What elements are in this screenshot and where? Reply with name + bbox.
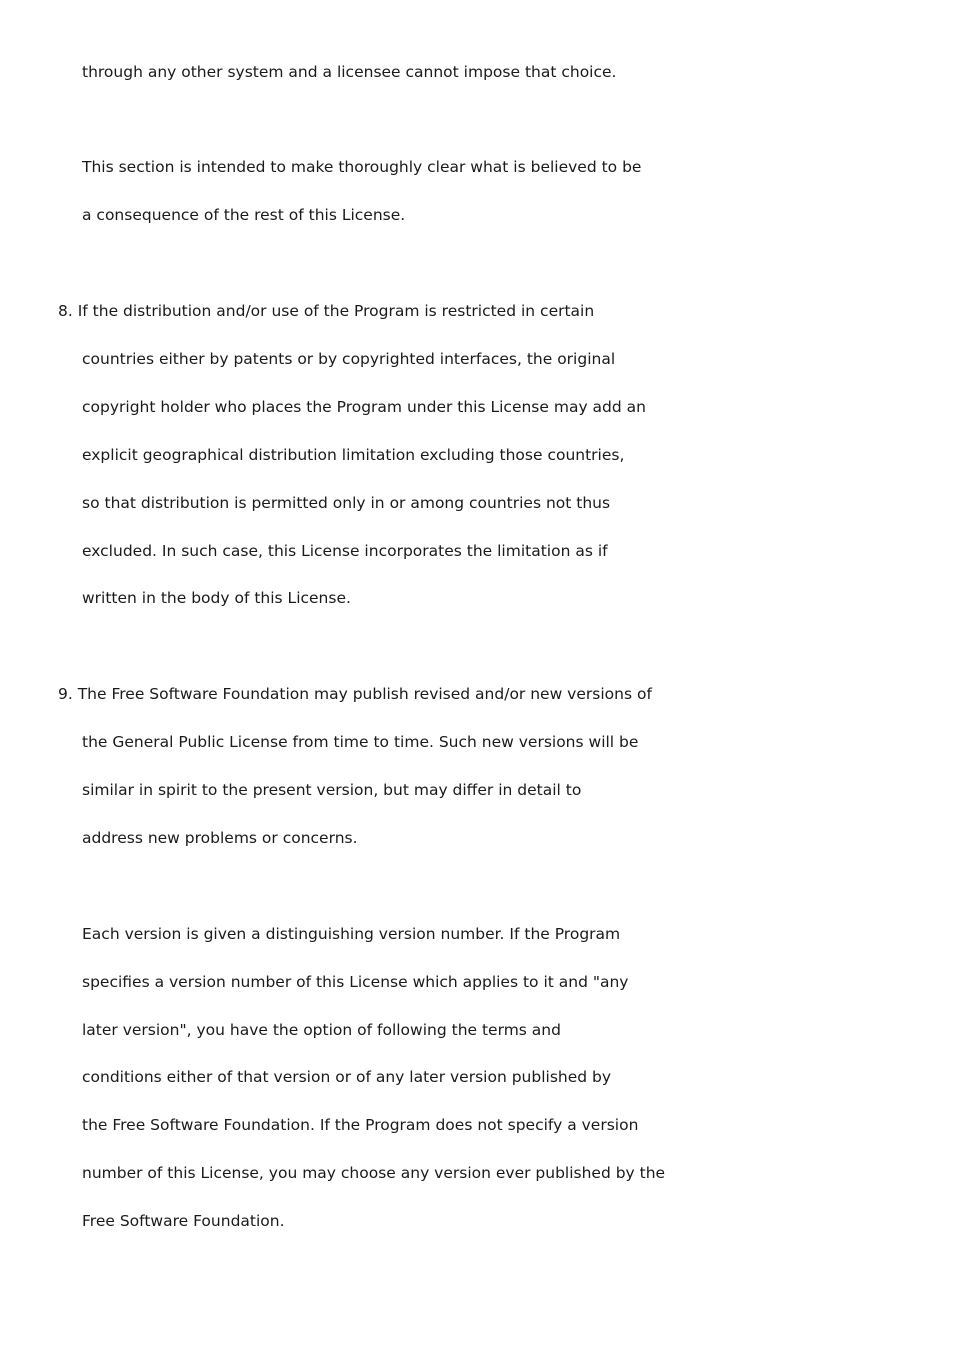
text-line: similar in spirit to the present version, but may differ in detail to	[82, 781, 582, 799]
text-line: This section is intended to make thoroughly clear what is believed to be	[82, 158, 642, 176]
text-line: specifies a version number of this License which applies to it and "any	[82, 973, 629, 991]
text-line: excluded. In such case, this License incorporates the limitation as if	[82, 542, 608, 560]
text-line: conditions either of that version or of any later version published by	[82, 1068, 612, 1086]
text-line: address new problems or concerns.	[82, 829, 358, 847]
section-9-heading-line: 9. The Free Software Foundation may publish revised and/or new versions of	[58, 685, 652, 703]
text-line: a consequence of the rest of this License.	[82, 206, 406, 224]
text-line: Each version is given a distinguishing version number. If the Program	[82, 925, 621, 943]
text-line: later version", you have the option of following the terms and	[82, 1021, 561, 1039]
text-line: the General Public License from time to time. Such new versions will be	[82, 733, 639, 751]
text-line: countries either by patents or by copyrighted interfaces, the original	[82, 350, 616, 368]
text-line: through any other system and a licensee cannot impose that choice.	[82, 63, 617, 81]
text-line: number of this License, you may choose any version ever published by the	[82, 1164, 666, 1182]
text-line: the Free Software Foundation. If the Program does not specify a version	[82, 1116, 639, 1134]
text-line: so that distribution is permitted only in or among countries not thus	[82, 494, 611, 512]
text-line: Free Software Foundation.	[82, 1212, 285, 1230]
section-8-heading-line: 8. If the distribution and/or use of the Program is restricted in certain	[58, 302, 595, 320]
text-line: written in the body of this License.	[82, 589, 351, 607]
text-line: copyright holder who places the Program under this License may add an	[82, 398, 646, 416]
text-line: explicit geographical distribution limitation excluding those countries,	[82, 446, 625, 464]
